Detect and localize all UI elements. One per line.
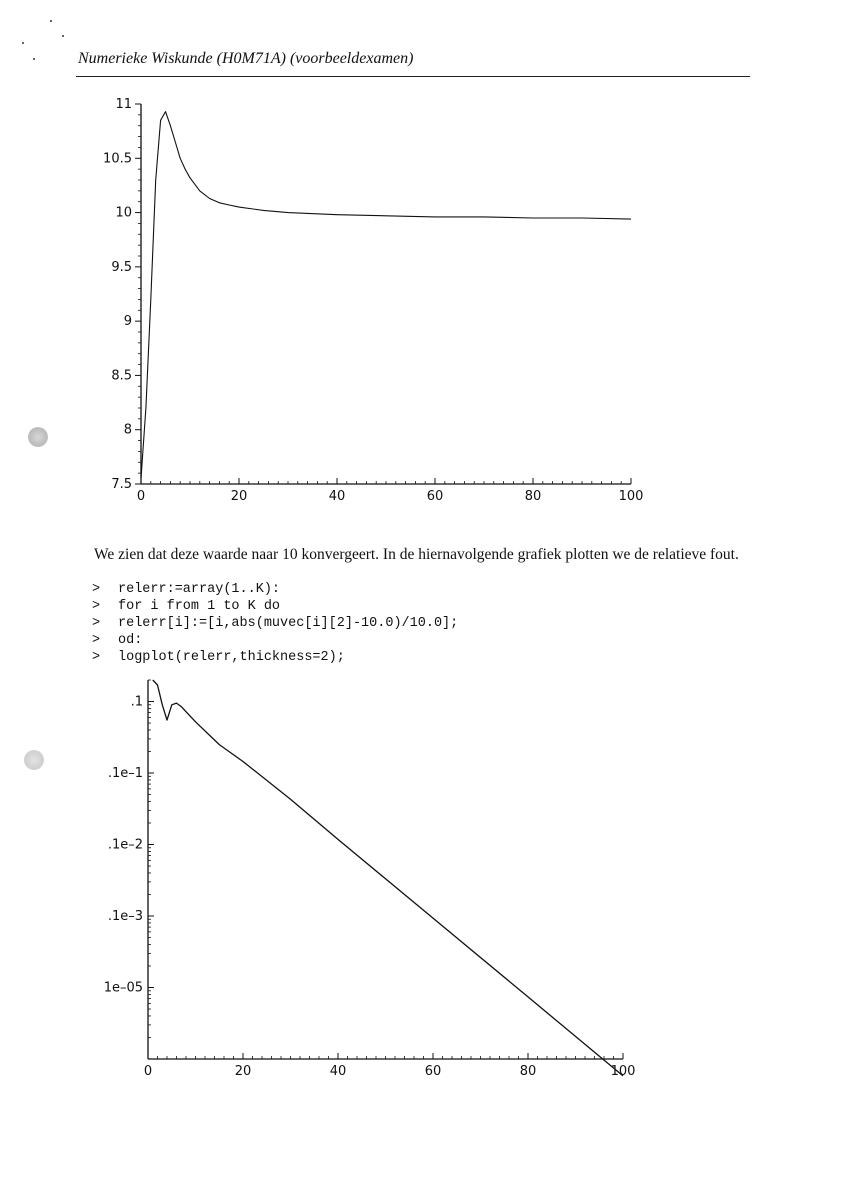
x-tick-label: 0 <box>143 1064 153 1079</box>
body-paragraph: We zien dat deze waarde naar 10 konvergeert. In de hiernavolgende grafiek plotten we de relatieve fout. <box>94 546 739 563</box>
y-tick-label: .1 <box>130 694 143 710</box>
code-prompt: > <box>92 599 101 614</box>
page-header: Numerieke Wiskunde (H0M71A) (voorbeeldexamen) <box>78 50 414 67</box>
code-text: relerr[i]:=[i,abs(muvec[i][2]-10.0)/10.0]; <box>118 616 459 631</box>
x-tick-label: 100 <box>618 489 644 504</box>
x-tick-label: 20 <box>234 1064 252 1079</box>
x-tick-label: 80 <box>524 489 542 504</box>
series-line <box>141 112 631 479</box>
x-tick-label: 0 <box>136 489 146 504</box>
x-tick-label: 80 <box>519 1064 537 1079</box>
code-text: od: <box>118 633 143 648</box>
y-tick-label: 8 <box>123 422 132 438</box>
code-prompt: > <box>92 650 101 665</box>
x-tick-label: 20 <box>230 489 248 504</box>
y-tick-label: .1e–2 <box>107 837 143 853</box>
code-prompt: > <box>92 633 101 648</box>
code-line <box>92 615 458 632</box>
maple-code-block <box>92 581 458 666</box>
code-line <box>92 632 458 649</box>
y-tick-label: 7.5 <box>111 477 132 492</box>
code-prompt: > <box>92 582 101 597</box>
x-tick-label: 40 <box>329 1064 347 1079</box>
code-line <box>92 649 458 666</box>
x-tick-label: 60 <box>424 1064 442 1079</box>
y-tick-label: .1e–1 <box>107 766 143 782</box>
code-text: for i from 1 to K do <box>118 599 281 614</box>
punch-hole-mark <box>24 750 44 770</box>
x-tick-label: 100 <box>610 1064 636 1079</box>
series-line <box>153 680 623 1076</box>
y-tick-label: 8.5 <box>111 368 132 384</box>
x-tick-label: 40 <box>328 489 346 504</box>
y-tick-label: 1e–05 <box>103 980 143 996</box>
code-text: logplot(relerr,thickness=2); <box>118 650 345 665</box>
y-tick-label: 10.5 <box>103 151 132 167</box>
code-text: relerr:=array(1..K): <box>118 582 281 597</box>
y-tick-label: 10 <box>115 205 132 221</box>
y-tick-label: .1e–3 <box>107 909 143 925</box>
x-tick-label: 60 <box>426 489 444 504</box>
code-line <box>92 581 458 598</box>
code-line <box>92 598 458 615</box>
chart-convergence <box>0 0 848 520</box>
y-tick-label: 9.5 <box>111 259 132 275</box>
code-prompt: > <box>92 616 101 631</box>
y-tick-label: 9 <box>123 314 132 330</box>
y-tick-label: 11 <box>115 97 132 112</box>
